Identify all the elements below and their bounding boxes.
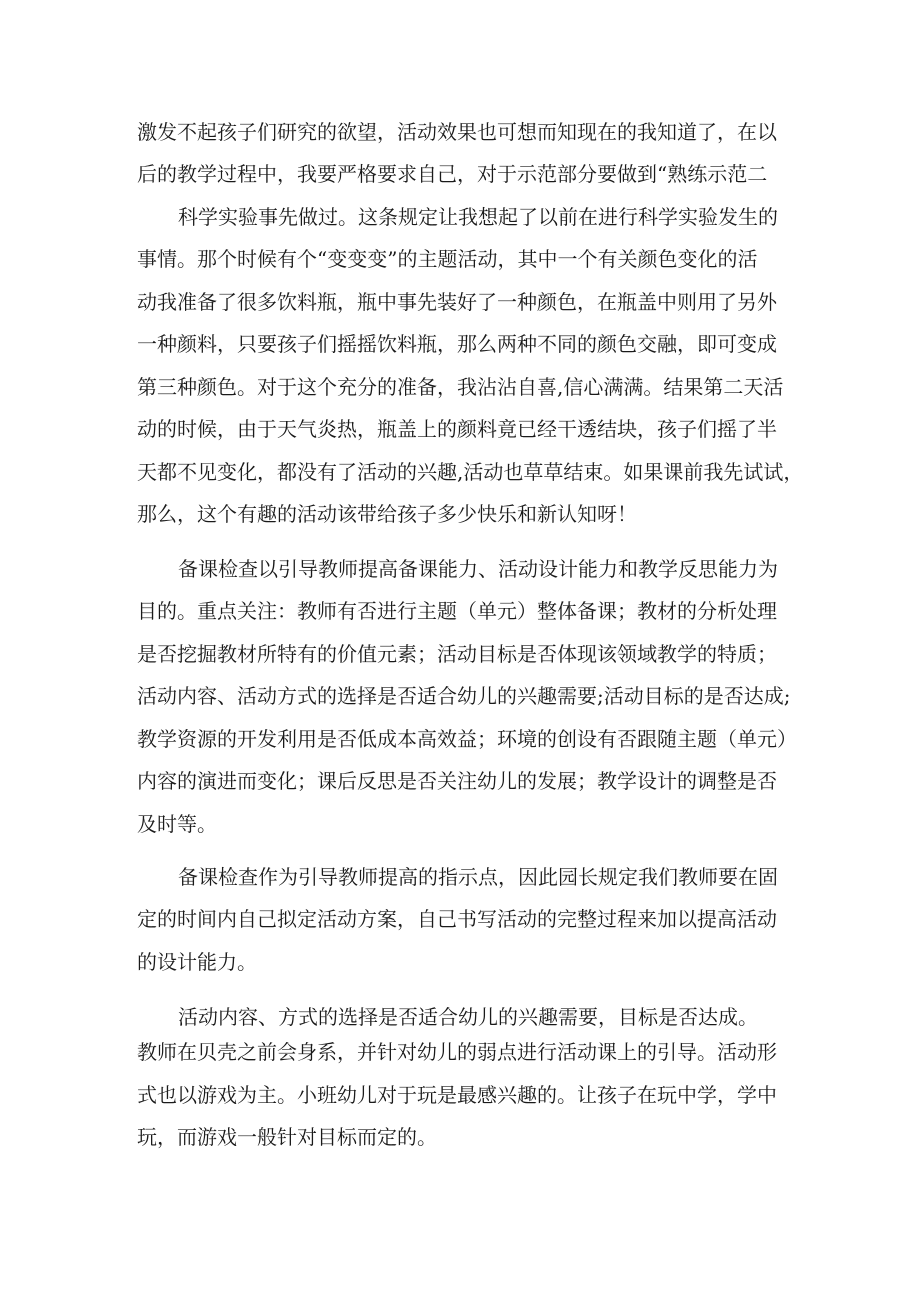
line-text: 是否挖掘教材所特有的价值元素；活动目标是否体现该领域教学的特质； — [137, 642, 777, 666]
line-text: 激发不起孩子们研究的欲望，活动效果也可想而知现在的我知道了，在以 — [137, 120, 777, 144]
line-text: 一种颜料，只要孩子们摇摇饮料瓶，那么两种不同的颜色交融，即可变成 — [137, 332, 777, 356]
line-text: 教学资源的开发利用是否低成本高效益；环境的创设有否跟随主题（单元） — [137, 727, 797, 751]
text-line — [0, 285, 920, 319]
line-text: 的设计能力。 — [137, 950, 257, 974]
line-text: 玩，而游戏一般针对目标而定的。 — [137, 1125, 437, 1149]
line-text: 活动内容、方式的选择是否适合幼儿的兴趣需要，目标是否达成。 — [178, 1005, 758, 1029]
text-line — [0, 764, 920, 798]
text-line — [0, 1035, 920, 1069]
line-text: 动我准备了很多饮料瓶，瓶中事先装好了一种颜色，在瓶盖中则用了另外 — [137, 290, 777, 314]
line-text: 天都不见变化，都没有了活动的兴趣,活动也草草结束。如果课前我先试试， — [137, 460, 804, 484]
text-line — [0, 807, 920, 841]
text-line — [0, 497, 920, 531]
line-text: 动的时候，由于天气炎热，瓶盖上的颜料竟已经干透结块，孩子们摇了半 — [137, 417, 777, 441]
line-text: 事情。那个时候有个“变变变”的主题活动，其中一个有关颜色变化的活 — [137, 247, 758, 271]
text-line — [0, 242, 920, 276]
text-line — [0, 552, 920, 586]
line-text: 及时等。 — [137, 812, 217, 836]
text-line — [0, 200, 920, 234]
text-line — [0, 679, 920, 713]
text-line — [0, 327, 920, 361]
line-text: 教师在贝壳之前会身系，并针对幼儿的弱点进行活动课上的引导。活动形 — [137, 1040, 777, 1064]
text-line — [0, 902, 920, 936]
text-line — [0, 860, 920, 894]
text-line — [0, 945, 920, 979]
line-text: 活动内容、活动方式的选择是否适合幼儿的兴趣需要;活动目标的是否达成; — [137, 684, 791, 708]
line-text: 定的时间内自己拟定活动方案，自己书写活动的完整过程来加以提高活动 — [137, 907, 777, 931]
text-line — [0, 1078, 920, 1112]
text-line — [0, 455, 920, 489]
text-line — [0, 594, 920, 628]
line-text: 目的。重点关注：教师有否进行主题（单元）整体备课；教材的分析处理 — [137, 599, 777, 623]
text-line — [0, 1000, 920, 1034]
text-line — [0, 722, 920, 756]
text-line — [0, 637, 920, 671]
line-text: 备课检查以引导教师提高备课能力、活动设计能力和教学反思能力为 — [178, 557, 778, 581]
line-text: 科学实验事先做过。这条规定让我想起了以前在进行科学实验发生的 — [178, 205, 778, 229]
line-text: 后的教学过程中，我要严格要求自己，对于示范部分要做到“熟练示范二 — [137, 162, 768, 186]
text-line — [0, 157, 920, 191]
line-text: 内容的演进而变化；课后反思是否关注幼儿的发展；教学设计的调整是否 — [137, 769, 777, 793]
text-line — [0, 115, 920, 149]
line-text: 式也以游戏为主。小班幼儿对于玩是最感兴趣的。让孩子在玩中学，学中 — [137, 1083, 777, 1107]
text-line — [0, 370, 920, 404]
text-line — [0, 412, 920, 446]
line-text: 那么，这个有趣的活动该带给孩子多少快乐和新认知呀！ — [137, 502, 637, 526]
text-line — [0, 1120, 920, 1154]
line-text: 第三种颜色。对于这个充分的准备，我沾沾自喜,信心满满。结果第二天活 — [137, 375, 784, 399]
line-text: 备课检查作为引导教师提高的指示点，因此园长规定我们教师要在固 — [178, 865, 778, 889]
